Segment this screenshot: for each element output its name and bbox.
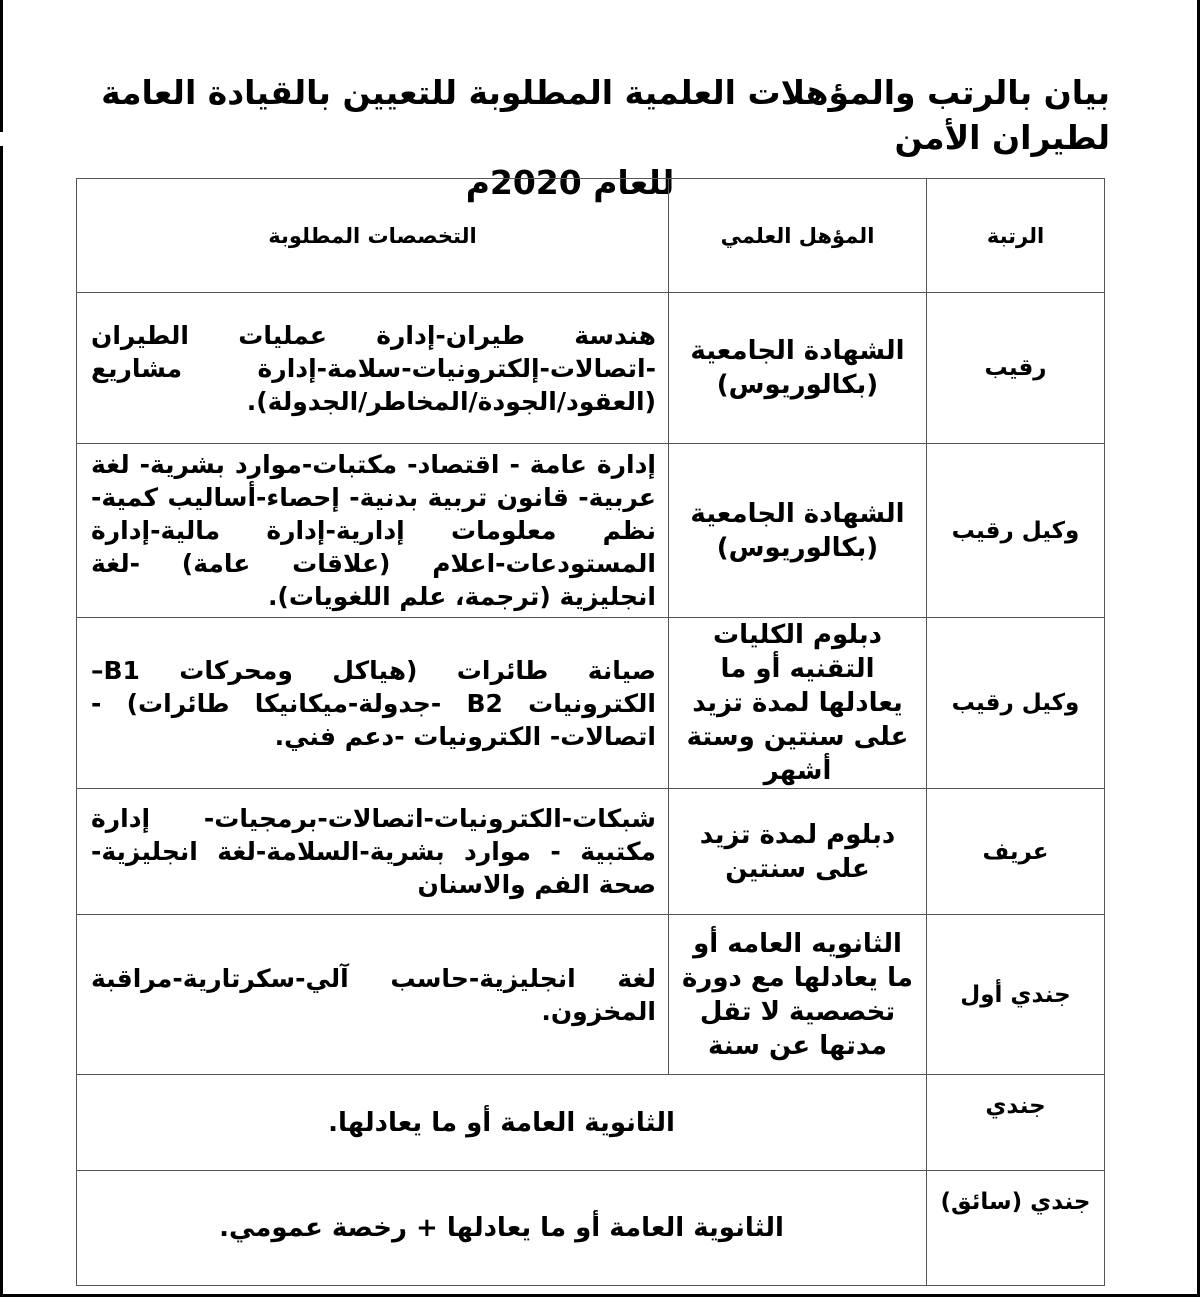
- ranks-qualifications-table: [76, 178, 1105, 1286]
- rank-cell: وكيل رقيب: [927, 444, 1105, 618]
- rank-cell: وكيل رقيب: [927, 618, 1105, 789]
- header-qualification: المؤهل العلمي: [669, 179, 927, 293]
- table-header-row: [77, 179, 1105, 293]
- header-specializations: التخصصات المطلوبة: [77, 179, 669, 293]
- table-row: [77, 789, 1105, 915]
- title-line-2: للعام 2020م: [465, 163, 675, 202]
- table-row: [77, 1171, 1105, 1286]
- page-left-border-lower: [0, 146, 3, 1297]
- page-left-border: [0, 0, 3, 132]
- qualification-cell: دبلوم لمدة تزيد على سنتين: [669, 789, 927, 915]
- table-row: [77, 444, 1105, 618]
- qualification-cell: الشهادة الجامعية (بكالوريوس): [669, 293, 927, 444]
- rank-cell: رقيب: [927, 293, 1105, 444]
- specializations-cell: لغة انجليزية-حاسب آلي-سكرتارية-مراقبة المخزون.: [77, 915, 669, 1075]
- merged-requirement-cell: الثانوية العامة أو ما يعادلها + رخصة عمومي.: [77, 1171, 927, 1286]
- table-row: [77, 293, 1105, 444]
- rank-cell: عريف: [927, 789, 1105, 915]
- rank-cell: جندي (سائق): [927, 1171, 1105, 1286]
- qualification-cell: الثانويه العامه أو ما يعادلها مع دورة تخصصية لا تقل مدتها عن سنة: [669, 915, 927, 1075]
- specializations-cell: إدارة عامة - اقتصاد- مكتبات-موارد بشرية- لغة عربية- قانون تربية بدنية- إحصاء-أساليب كمية- نظم معلومات إدارية-إدارة مالية-إدارة المستودعات-اعلام (علاقات عامة) -لغة انجليزية (ترجمة، علم اللغويات).: [77, 444, 669, 618]
- qualification-cell: دبلوم الكليات التقنيه أو ما يعادلها لمدة تزيد على سنتين وستة أشهر: [669, 618, 927, 789]
- rank-cell: جندي: [927, 1075, 1105, 1171]
- specializations-cell: هندسة طيران-إدارة عمليات الطيران -اتصالات-إلكترونيات-سلامة-إدارة مشاريع (العقود/الجودة/المخاطر/الجدولة).: [77, 293, 669, 444]
- specializations-cell: شبكات-الكترونيات-اتصالات-برمجيات- إدارة مكتبية - موارد بشرية-السلامة-لغة انجليزية- صحة الفم والاسنان: [77, 789, 669, 915]
- table-row: [77, 1075, 1105, 1171]
- qualification-cell: الشهادة الجامعية (بكالوريوس): [669, 444, 927, 618]
- table-row: [77, 915, 1105, 1075]
- merged-requirement-cell: الثانوية العامة أو ما يعادلها.: [77, 1075, 927, 1171]
- header-rank: الرتبة: [927, 179, 1105, 293]
- table-row: [77, 618, 1105, 789]
- specializations-cell: صيانة طائرات (هياكل ومحركات B1– الكترونيات B2 -جدولة-ميكانيكا طائرات) - اتصالات- الكترونيات -دعم فني.: [77, 618, 669, 789]
- title-line-1: بيان بالرتب والمؤهلات العلمية المطلوبة للتعيين بالقيادة العامة لطيران الأمن: [101, 73, 1110, 157]
- rank-cell: جندي أول: [927, 915, 1105, 1075]
